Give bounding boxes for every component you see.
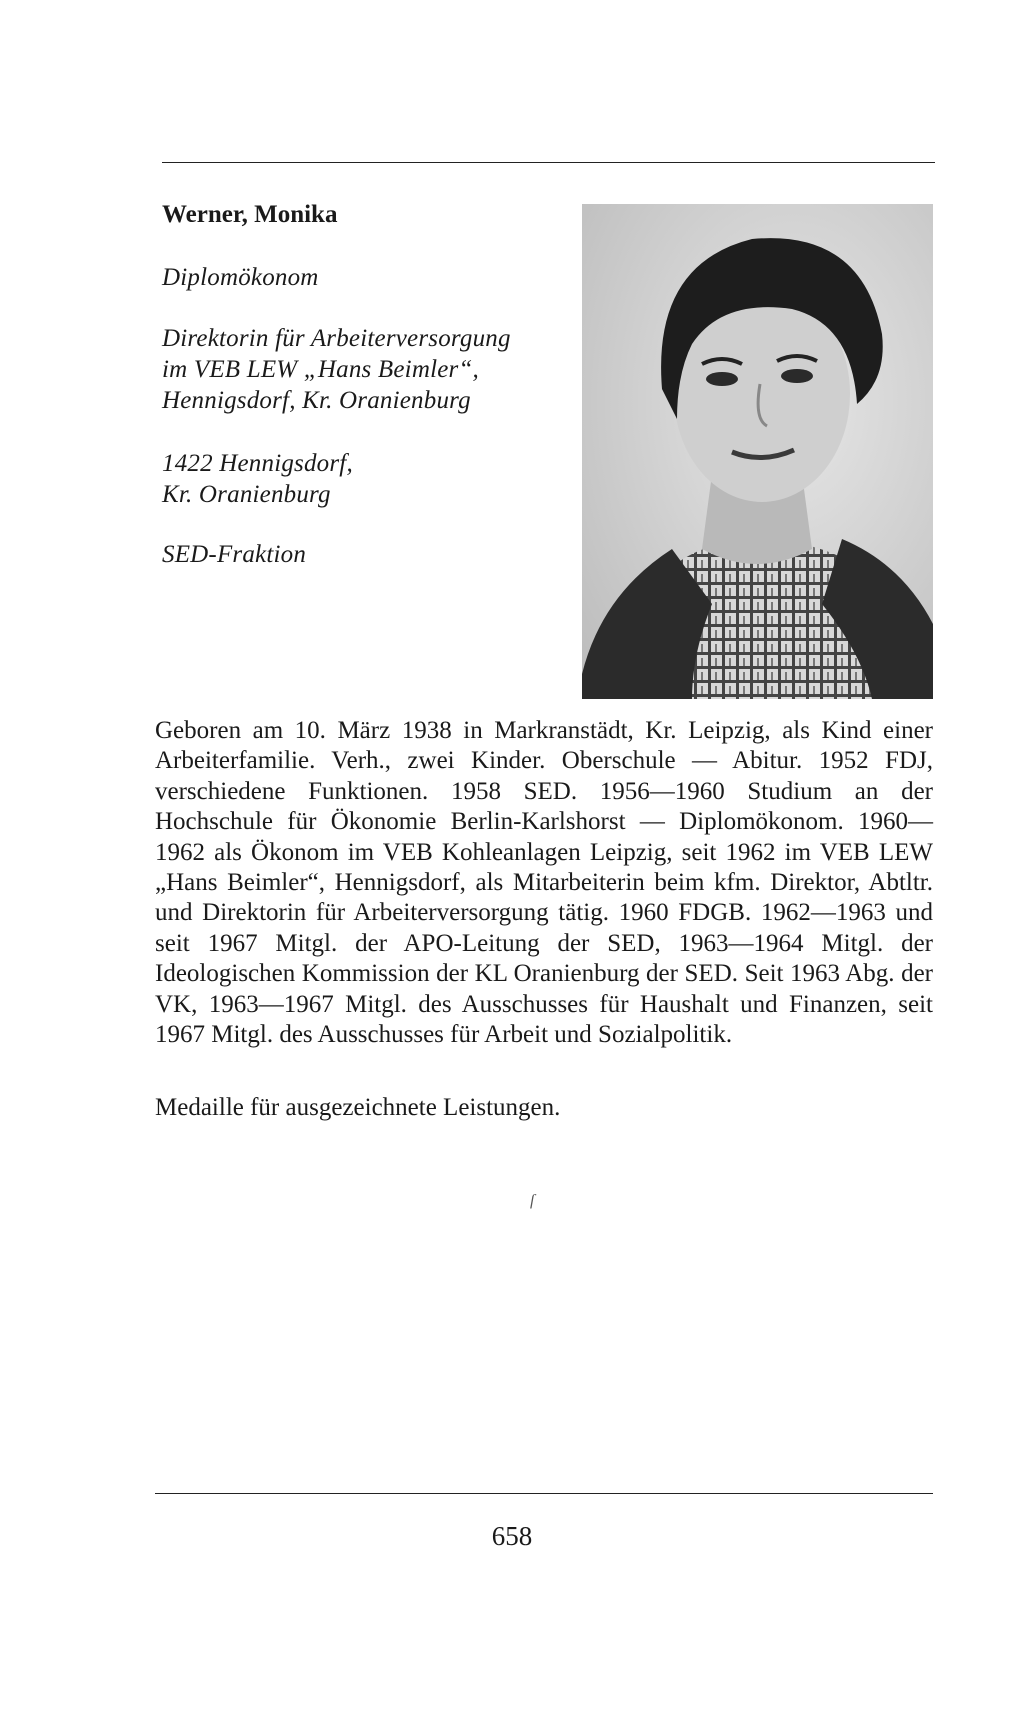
position-line: im VEB LEW „Hans Beimler“, [162,356,479,383]
award-line: Medaille für ausgezeichnete Leistungen. [155,1094,561,1121]
biography-paragraph: Geboren am 10. März 1938 in Markranstädt, Kr. Leipzig, als Kind einer Arbeiterfamilie. Verh., zwei Kinder. Oberschule — Abitur. 1952 FDJ, verschiedene Funktionen. 1958 SED. 1956—1960 Studium an der Hochschule für Ökonomie Berlin-Karlshorst — Diplomökonom. 1960—1962 als Ökonom im VEB Kohleanlagen Leipzig, seit 1962 im VEB LEW „Hans Beimler“, Hennigsdorf, als Mitarbeiterin beim kfm. Direktor, Abtltr. und Direktorin für Arbeiterversorgung tätig. 1960 FDGB. 1962—1963 und seit 1967 Mitgl. der APO-Leitung der SED, 1963—1964 Mitgl. der Ideologischen Kommission der KL Oranienburg der SED. Seit 1963 Abg. der VK, 1963—1967 Mitgl. des Ausschusses für Haushalt und Finanzen, seit 1967 Mitgl. des Ausschusses für Arbeit und Sozialpolitik. [155,717,933,1049]
portrait-photo [582,204,933,699]
top-rule [162,162,935,163]
faction-label: SED-Fraktion [162,541,307,568]
position-block [162,323,511,416]
address-block [162,448,353,510]
portrait-photo-icon [582,204,933,699]
address-line: Kr. Oranienburg [162,481,331,508]
page-number: 658 [491,1521,533,1551]
person-name: Werner, Monika [162,201,338,228]
biography-text [155,716,933,1050]
bottom-rule [155,1493,933,1494]
position-line: Hennigsdorf, Kr. Oranienburg [162,387,471,414]
stray-print-mark: ſ [530,1192,535,1209]
position-line: Direktorin für Arbeiterversorgung [162,325,511,352]
address-line: 1422 Hennigsdorf, [162,450,353,477]
academic-title: Diplomökonom [162,264,319,291]
